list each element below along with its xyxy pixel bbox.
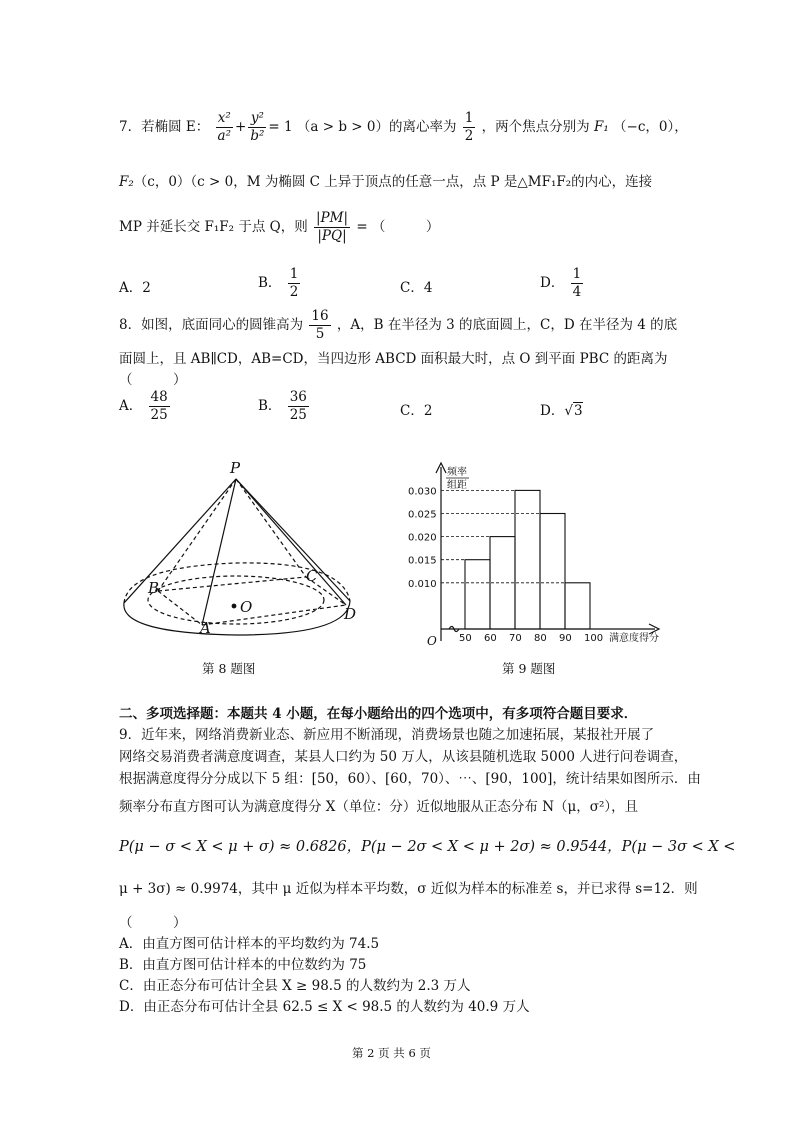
q7-suffix: ，两个焦点分别为 (481, 119, 590, 135)
q8-option-a-label: A． (119, 398, 143, 414)
label-C: C (306, 567, 318, 585)
y2: y² (248, 110, 266, 128)
q7-option-b-label: B． (258, 275, 282, 291)
PM: |PM| (316, 210, 349, 226)
q7-blank: = （ ） (356, 219, 440, 235)
q7-option-b (258, 266, 302, 301)
q8-line3: （ ） (119, 372, 187, 388)
x-ticks (459, 633, 603, 644)
b-num: 1 (289, 266, 299, 282)
b2-num: 36 (289, 389, 307, 405)
q8-line2: 面圆上，且 AB∥CD，AB=CD，当四边形 ABCD 面积最大时，点 O 到平面 PBC 的距离为 (119, 351, 668, 367)
b-den: 2 (289, 284, 299, 300)
b2: b² (250, 128, 265, 144)
d-num: 1 (572, 266, 582, 282)
q7-line3-text: MP 并延长交 F₁F₂ 于点 Q，则 (119, 219, 308, 235)
a-num: 48 (150, 389, 168, 405)
section-2-heading: 二、多项选择题：本题共 4 小题，在每小题给出的四个选项中，有多项符合题目要求． (119, 706, 638, 722)
q9-option-b: B．由直方图可估计样本的中位数约为 75 (119, 957, 367, 973)
ecc-den: 2 (464, 128, 474, 144)
q9-line5: P(μ − σ < X < μ + σ) ≈ 0.6826，P(μ − 2σ < X < μ + 2σ) ≈ 0.9544，P(μ − 3σ < X < (119, 839, 736, 855)
q8-line1-b: ，A，B 在半径为 3 的底面圆上，C，D 在半径为 4 的底 (336, 317, 678, 333)
q8-option-b (258, 389, 311, 424)
y-label-bottom: 组距 (447, 480, 467, 491)
q7-line1: 7．若椭圆 E： $\frac{\text{x²}}{\text{a²}}$ + $\frac{\text{y²}}{\text{b²}}$ = 1 （a > b > 0）的离心率为 $\frac{1}{2}$ ，两个焦点分别为 F₁ （−c，0）， (119, 110, 688, 144)
edge-PB (158, 479, 236, 591)
q8-option-b-label: B． (258, 398, 282, 414)
q7-line2 (119, 170, 652, 190)
label-A: A (200, 619, 211, 637)
q9-line6: μ + 3σ) ≈ 0.9974，其中 μ 近似为样本平均数，σ 近似为样本的标准差 s，并已求得 s=12．则 (119, 881, 698, 897)
q7-option-c: C．4 (400, 280, 433, 296)
segment-BA (158, 591, 202, 625)
d-den: 4 (572, 284, 582, 300)
q9-line1: 9．近年来，网络消费新业态、新应用不断涌现，消费场景也随之加速拓展，某报社开展了 (119, 727, 655, 743)
x-tick-label: 60 (484, 633, 497, 644)
x-tick-label: 50 (459, 633, 472, 644)
figure-8-cone (110, 455, 370, 645)
height-frac (309, 308, 330, 343)
q7-prefix: 7．若椭圆 E： (119, 119, 210, 135)
x-tick-label: 70 (509, 633, 522, 644)
q7-frac-y (248, 110, 266, 145)
q9-option-a: A．由直方图可估计样本的平均数约为 74.5 (119, 936, 380, 952)
histogram-bar (515, 490, 540, 629)
histogram-bar (465, 560, 490, 629)
x-tick-label: 80 (534, 633, 547, 644)
y-tick-label: 0.010 (408, 578, 437, 590)
y-ticks (408, 486, 437, 589)
h-den: 5 (315, 326, 325, 342)
F2-symbol: F₂ (119, 174, 134, 190)
q8-option-c: C．2 (400, 403, 433, 419)
q8-line1-a: 8．如图，底面同心的圆锥高为 (119, 317, 304, 333)
edge-PC (236, 479, 306, 577)
PQ: |PQ| (317, 228, 347, 244)
figure-8-caption: 第 8 题图 (202, 661, 256, 676)
a2: a² (217, 128, 232, 144)
y-label-top: 频率 (447, 467, 467, 478)
q7-cond: （a > b > 0）的离心率为 (296, 119, 457, 135)
label-D: D (344, 605, 357, 623)
q7-option-d (540, 266, 585, 301)
q9-line3: 根据满意度得分分成以下 5 组：[50，60）、[60，70）、⋯、[90，100]，统计结果如图所示．由 (119, 771, 701, 787)
y-tick-label: 0.015 (408, 555, 437, 567)
edge-PD (236, 479, 346, 605)
sqrt-radicand: 3 (573, 403, 583, 419)
q7-line2-text: （c，0）（c > 0，M 为椭圆 C 上异于顶点的任意一点，点 P 是△MF₁F₂的内心，连接 (133, 174, 653, 190)
q8-option-d (540, 399, 583, 419)
q8-a-frac (149, 389, 170, 424)
cone-base-front (124, 601, 350, 635)
cone-left-edge (124, 479, 236, 603)
q8-option-a (119, 389, 172, 424)
b2-den: 25 (289, 407, 307, 423)
f1-coord: （−c，0）， (613, 119, 688, 135)
q8-option-d-label: D． (540, 403, 565, 419)
q8-b-frac (288, 389, 309, 424)
q9-line7: （ ） (119, 915, 187, 931)
F1-symbol: F₁ (593, 119, 609, 135)
h-num: 16 (311, 308, 329, 324)
figure-9-caption: 第 9 题图 (502, 661, 556, 676)
q7-option-d-frac (571, 266, 584, 301)
page-footer: 第 2 页 共 6 页 (352, 1046, 431, 1060)
q8-line1 (119, 308, 677, 343)
a-den: 25 (150, 407, 168, 423)
q7-frac-x (216, 110, 233, 145)
y-tick-label: 0.030 (408, 486, 437, 498)
label-B: B (148, 579, 160, 597)
q7-ecc-frac (463, 110, 476, 145)
sqrt-sign: √ (564, 403, 573, 419)
edge-PA (202, 479, 236, 625)
q7-option-b-frac (288, 266, 301, 301)
q9-option-c: C．由正态分布可估计全县 X ≥ 98.5 的人数约为 2.3 万人 (119, 978, 471, 994)
q7-option-a: A．2 (119, 280, 151, 296)
cone-right-edge (236, 479, 350, 601)
label-O: O (240, 598, 253, 616)
eq1: = 1 (268, 119, 293, 135)
histogram-bar (540, 514, 565, 630)
x-label: 满意度得分 (609, 633, 659, 644)
figure-9-histogram (405, 455, 675, 650)
ecc-num: 1 (464, 110, 474, 126)
q7-option-d-label: D． (540, 275, 565, 291)
origin-label: O (427, 634, 437, 648)
histogram-bar (565, 583, 590, 629)
x2: x² (216, 110, 233, 128)
q7-line3 (119, 210, 439, 245)
center-point (232, 604, 237, 609)
bars-group (465, 490, 590, 629)
x-tick-label: 90 (559, 633, 572, 644)
q9-line4: 频率分布直方图可认为满意度得分 X（单位：分）近似地服从正态分布 N（μ，σ²），且 (119, 799, 639, 815)
pm-pq-frac (314, 210, 350, 245)
label-P: P (230, 459, 241, 477)
y-tick-label: 0.020 (408, 532, 437, 544)
x-tick-label: 100 (584, 633, 604, 644)
q9-line2: 网络交易消费者满意度调查，某县人口约为 50 万人，从该县随机选取 5000 人进行问卷调查， (119, 749, 688, 765)
q9-option-d: D．由正态分布可估计全县 62.5 ≤ X < 98.5 的人数约为 40.9 万人 (119, 999, 530, 1015)
segment-BC (158, 577, 306, 591)
y-tick-label: 0.025 (408, 509, 437, 521)
